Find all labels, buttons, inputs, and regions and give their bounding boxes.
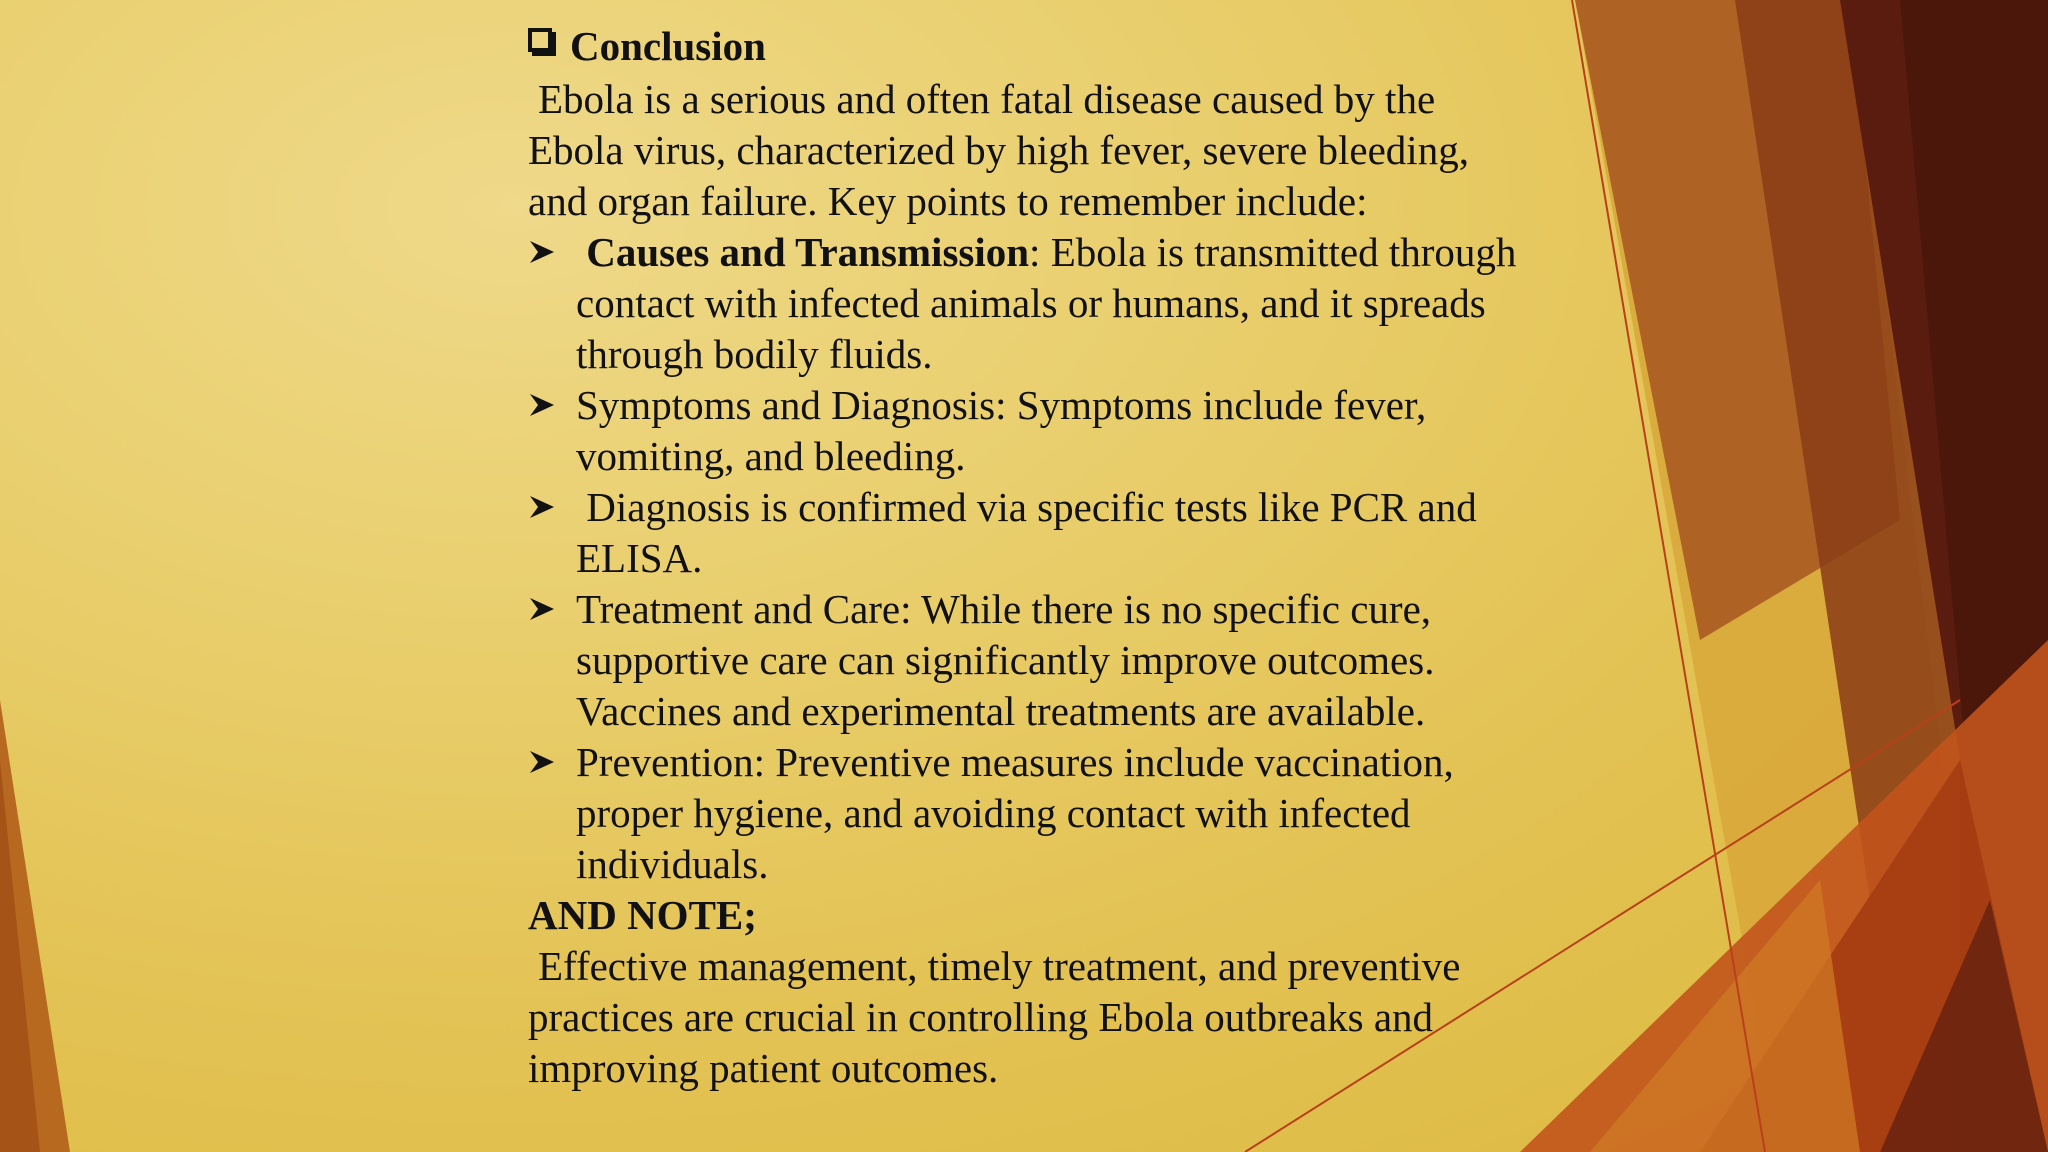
arrow-bullet-icon [528,749,556,775]
key-points-list [528,227,1528,890]
arrow-bullet-icon [528,494,556,520]
intro-paragraph: Ebola is a serious and often fatal disease caused by the Ebola virus, characterized by high fever, severe bleeding, and organ failure. Key points to remember include: [528,76,1469,224]
list-item-diagnosis [528,482,1528,584]
arrow-bullet-icon [528,239,556,265]
list-item-treatment [528,584,1528,737]
list-item-causes [528,227,1528,380]
bullet-text: Symptoms and Diagnosis: Symptoms include fever, vomiting, and bleeding. [576,382,1427,479]
bullet-bold-label: Causes and Transmission [586,229,1030,275]
checkbox-icon [528,28,552,52]
conclusion-heading [528,18,1528,74]
slide-content [528,18,1528,1094]
list-item-symptoms [528,380,1528,482]
bullet-text: Diagnosis is confirmed via specific tests like PCR and ELISA. [576,484,1477,581]
lower-facet-gold [1590,880,1860,1152]
arrow-bullet-icon [528,392,556,418]
note-paragraph: Effective management, timely treatment, and preventive practices are crucial in controlling Ebola outbreaks and improving patient outcomes. [528,943,1461,1091]
arrow-bullet-icon [528,596,556,622]
bullet-text: Prevention: Preventive measures include vaccination, proper hygiene, and avoiding contact with infected individuals. [576,739,1454,887]
note-heading: AND NOTE; [528,892,757,938]
heading-text: Conclusion [570,22,766,69]
bullet-text: : Ebola is transmitted through contact with infected animals or humans, and it spreads through bodily fluids. [576,229,1517,377]
bullet-text: Treatment and Care: While there is no specific cure, supportive care can significantly improve outcomes. Vaccines and experimental treatments are available. [576,586,1435,734]
list-item-prevention [528,737,1528,890]
